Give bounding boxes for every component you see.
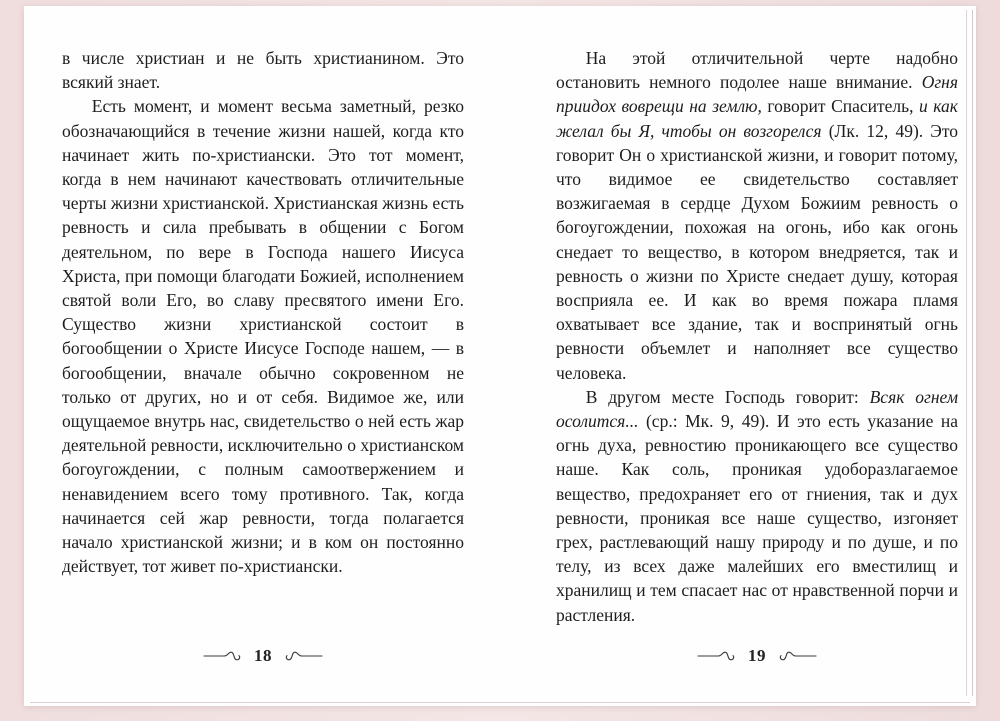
paragraph: Есть момент, и момент весьма заметный, резко обозначающийся в течение жизни нашей, когда кто начинает жить по-христиански. Это тот момент, когда в нем начинают качествовать отличительные черты жизни христианской. Христианская жизнь есть ревность и сила пребывать в общении с Богом деятельном, по вере в Господа нашего Иисуса Христа, при помощи благодати Божией, исполнением святой воли Его, во славу пресвятого имени Его. Существо жизни христианской состоит в богообщении о Христе Иисусе Господе нашем, — в богообщении, вначале обычно сокровенном не только от других, но и от себя. Видимое же, или ощущаемое внутрь нас, свидетельство о ней есть жар деятельной ревности, исключительно о христианском богоугождении, с полным самоотвержением и ненавидением всего тому противного. Так, когда начинается сей жар ревности, тогда полагается начало христианской жизни; и в ком он постоянно действует, тот живет по-христиански. — [62, 96, 464, 577]
flourish-left-icon — [203, 650, 243, 662]
paragraph: в числе христиан и не быть христианином. Это всякий знает. — [62, 48, 464, 93]
flourish-left-icon — [697, 650, 737, 662]
right-page-text — [556, 46, 958, 627]
paragraph: В другом месте Господь говорит: Всяк огнем осолится... (ср.: Мк. 9, 49). И это есть указание на огнь духа, ревностию проникающего все существо наше. Как соль, проникая удоборазлагаемое вещество, предохраняет его от гниения, так и дух ревности, проникая все наше существо, изгоняет грех, растлевающий нашу природу и по душе, и по телу, из всех даже малейших его вместилищ и хранилищ и тем спасает нас от нравственной порчи и растления. — [556, 386, 959, 625]
flourish-right-icon — [283, 650, 323, 662]
left-page-number: 18 — [254, 646, 272, 665]
flourish-right-icon — [777, 650, 817, 662]
left-page-text — [62, 46, 464, 578]
right-page-footer — [556, 646, 958, 666]
paragraph: На этой отличительной черте надобно остановить немного подолее наше внимание. Огня приидох воврещи на землю, говорит Спаситель, и как желал бы Я, чтобы он возгорелся (Лк. 12, 49). Это говорит Он о христианской жизни, и говорит потому, что видимое ее свидетельство составляет возжигаемая в сердце Духом Божиим ревность о богоугождении, похожая на огонь, ибо как огонь снедает то вещество, в котором внедряется, так и ревность о жизни по Христе снедает душу, которая восприяла ее. И как во время пожара пламя охватывает все здание, так и воспринятый огнь ревности объемлет и наполняет все существо человека. — [556, 48, 959, 383]
left-page-footer — [62, 646, 464, 666]
book-spread — [24, 6, 976, 706]
right-page-number: 19 — [748, 646, 766, 665]
